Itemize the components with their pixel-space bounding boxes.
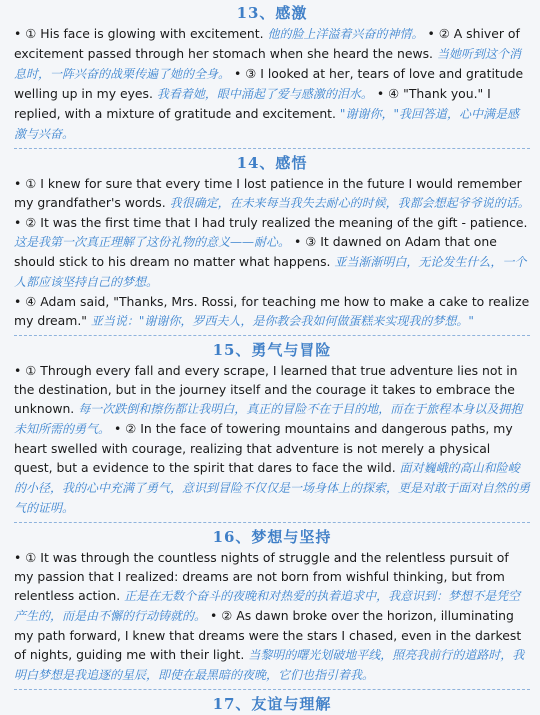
english-sentence: • ① His face is glowing with excitement.: [14, 26, 268, 41]
english-sentence: • ① Through every fall and every scrape, I learned that true adventure lies not in the destination, but in the journey itself and the courage it takes to embrace the unknown.: [14, 363, 518, 416]
english-sentence: • ② In the face of towering mountains and dangerous paths, my heart swelled with courage, realizing that adventure is not merely a physical quest, but a evidence to the spirit that dares to face the wild.: [14, 421, 513, 475]
chinese-translation: 正是在无数个奋斗的夜晚和对热爱的执着追求中，我意识到：梦想不是凭空产生的，而是由不懈的行动铸就的。: [14, 589, 521, 623]
chinese-translation: 面对巍峨的高山和险峻的小径，我的心中充满了勇气，意识到冒险不仅仅是一场身体上的探索，更是对敢于面对自然的勇气的证明。: [14, 461, 531, 515]
chinese-translation: 这是我第一次真正理解了这份礼物的意义——耐心。: [14, 235, 291, 249]
chinese-translation: "谢谢你，"我回答道，心中满是感激与兴奋。: [14, 107, 519, 141]
english-sentence: • ② A shiver of excitement passed through her stomach when she heard the news.: [14, 26, 520, 61]
chinese-translation: 我看着她，眼中涌起了爱与感激的泪水。: [156, 87, 373, 101]
english-sentence: • ② It was the first time that I had truly realized the meaning of the gift - patience.: [14, 215, 528, 230]
section-divider: [14, 689, 530, 690]
chinese-translation: 他的脸上洋溢着兴奋的神情。: [267, 27, 424, 41]
english-sentence: • ③ I looked at her, tears of love and gratitude welling up in my eyes.: [14, 66, 524, 101]
section-divider: [14, 148, 530, 149]
chinese-translation: 当她听到这个消息时，一阵兴奋的战栗传遍了她的全身。: [14, 47, 521, 81]
section-heading: 15、勇气与冒险: [212, 341, 332, 359]
chinese-translation: 每一次跌倒和擦伤都让我明白，真正的冒险不在于目的地，而在于旅程本身以及拥抱未知所需的勇气。: [14, 402, 523, 436]
section-divider: [14, 335, 530, 336]
english-sentence: • ③ It dawned on Adam that one should stick to his dream no matter what happens.: [14, 234, 497, 269]
section-heading: 16、梦想与坚持: [212, 528, 332, 546]
chinese-translation: 我很确定，在未来每当我失去耐心的时候，我都会想起爷爷说的话。: [169, 196, 530, 210]
section-heading: 17、友谊与理解: [212, 695, 332, 713]
section-divider: [14, 522, 530, 523]
section-heading: 13、感激: [236, 4, 308, 22]
sentence-block: [14, 548, 530, 685]
section-heading: 14、感悟: [236, 154, 308, 172]
english-sentence: • ① I knew for sure that every time I lost patience in the future I would remember my grandfather's words.: [14, 176, 522, 210]
sentence-block: [14, 361, 530, 518]
chinese-translation: 亚当说："谢谢你，罗西夫人，是你教会我如何做蛋糕来实现我的梦想。": [90, 314, 474, 328]
english-sentence: • ④ "Thank you." I replied, with a mixture of gratitude and excitement.: [14, 86, 491, 121]
english-sentence: • ① It was through the countless nights of struggle and the relentless pursuit of my passion that I realized: dreams are not born from wishful thinking, but from relentless action.: [14, 550, 509, 603]
chinese-translation: 亚当渐渐明白，无论发生什么，一个人都应该坚持自己的梦想。: [14, 255, 527, 289]
sentence-block: [14, 174, 530, 292]
english-sentence: • ④ Adam said, "Thanks, Mrs. Rossi, for teaching me how to make a cake to realize my dream.": [14, 294, 530, 328]
sentence-block: [14, 24, 530, 144]
english-sentence: • ② As dawn broke over the horizon, illuminating my path forward, I knew that dreams were the stars I chased, even in the darkest of nights, guiding me with their light.: [14, 608, 522, 662]
sentence-block: [14, 292, 530, 331]
chinese-translation: 当黎明的曙光划破地平线，照亮我前行的道路时，我明白梦想是我追逐的星辰，即使在最黑暗的夜晚，它们也指引着我。: [14, 648, 525, 682]
